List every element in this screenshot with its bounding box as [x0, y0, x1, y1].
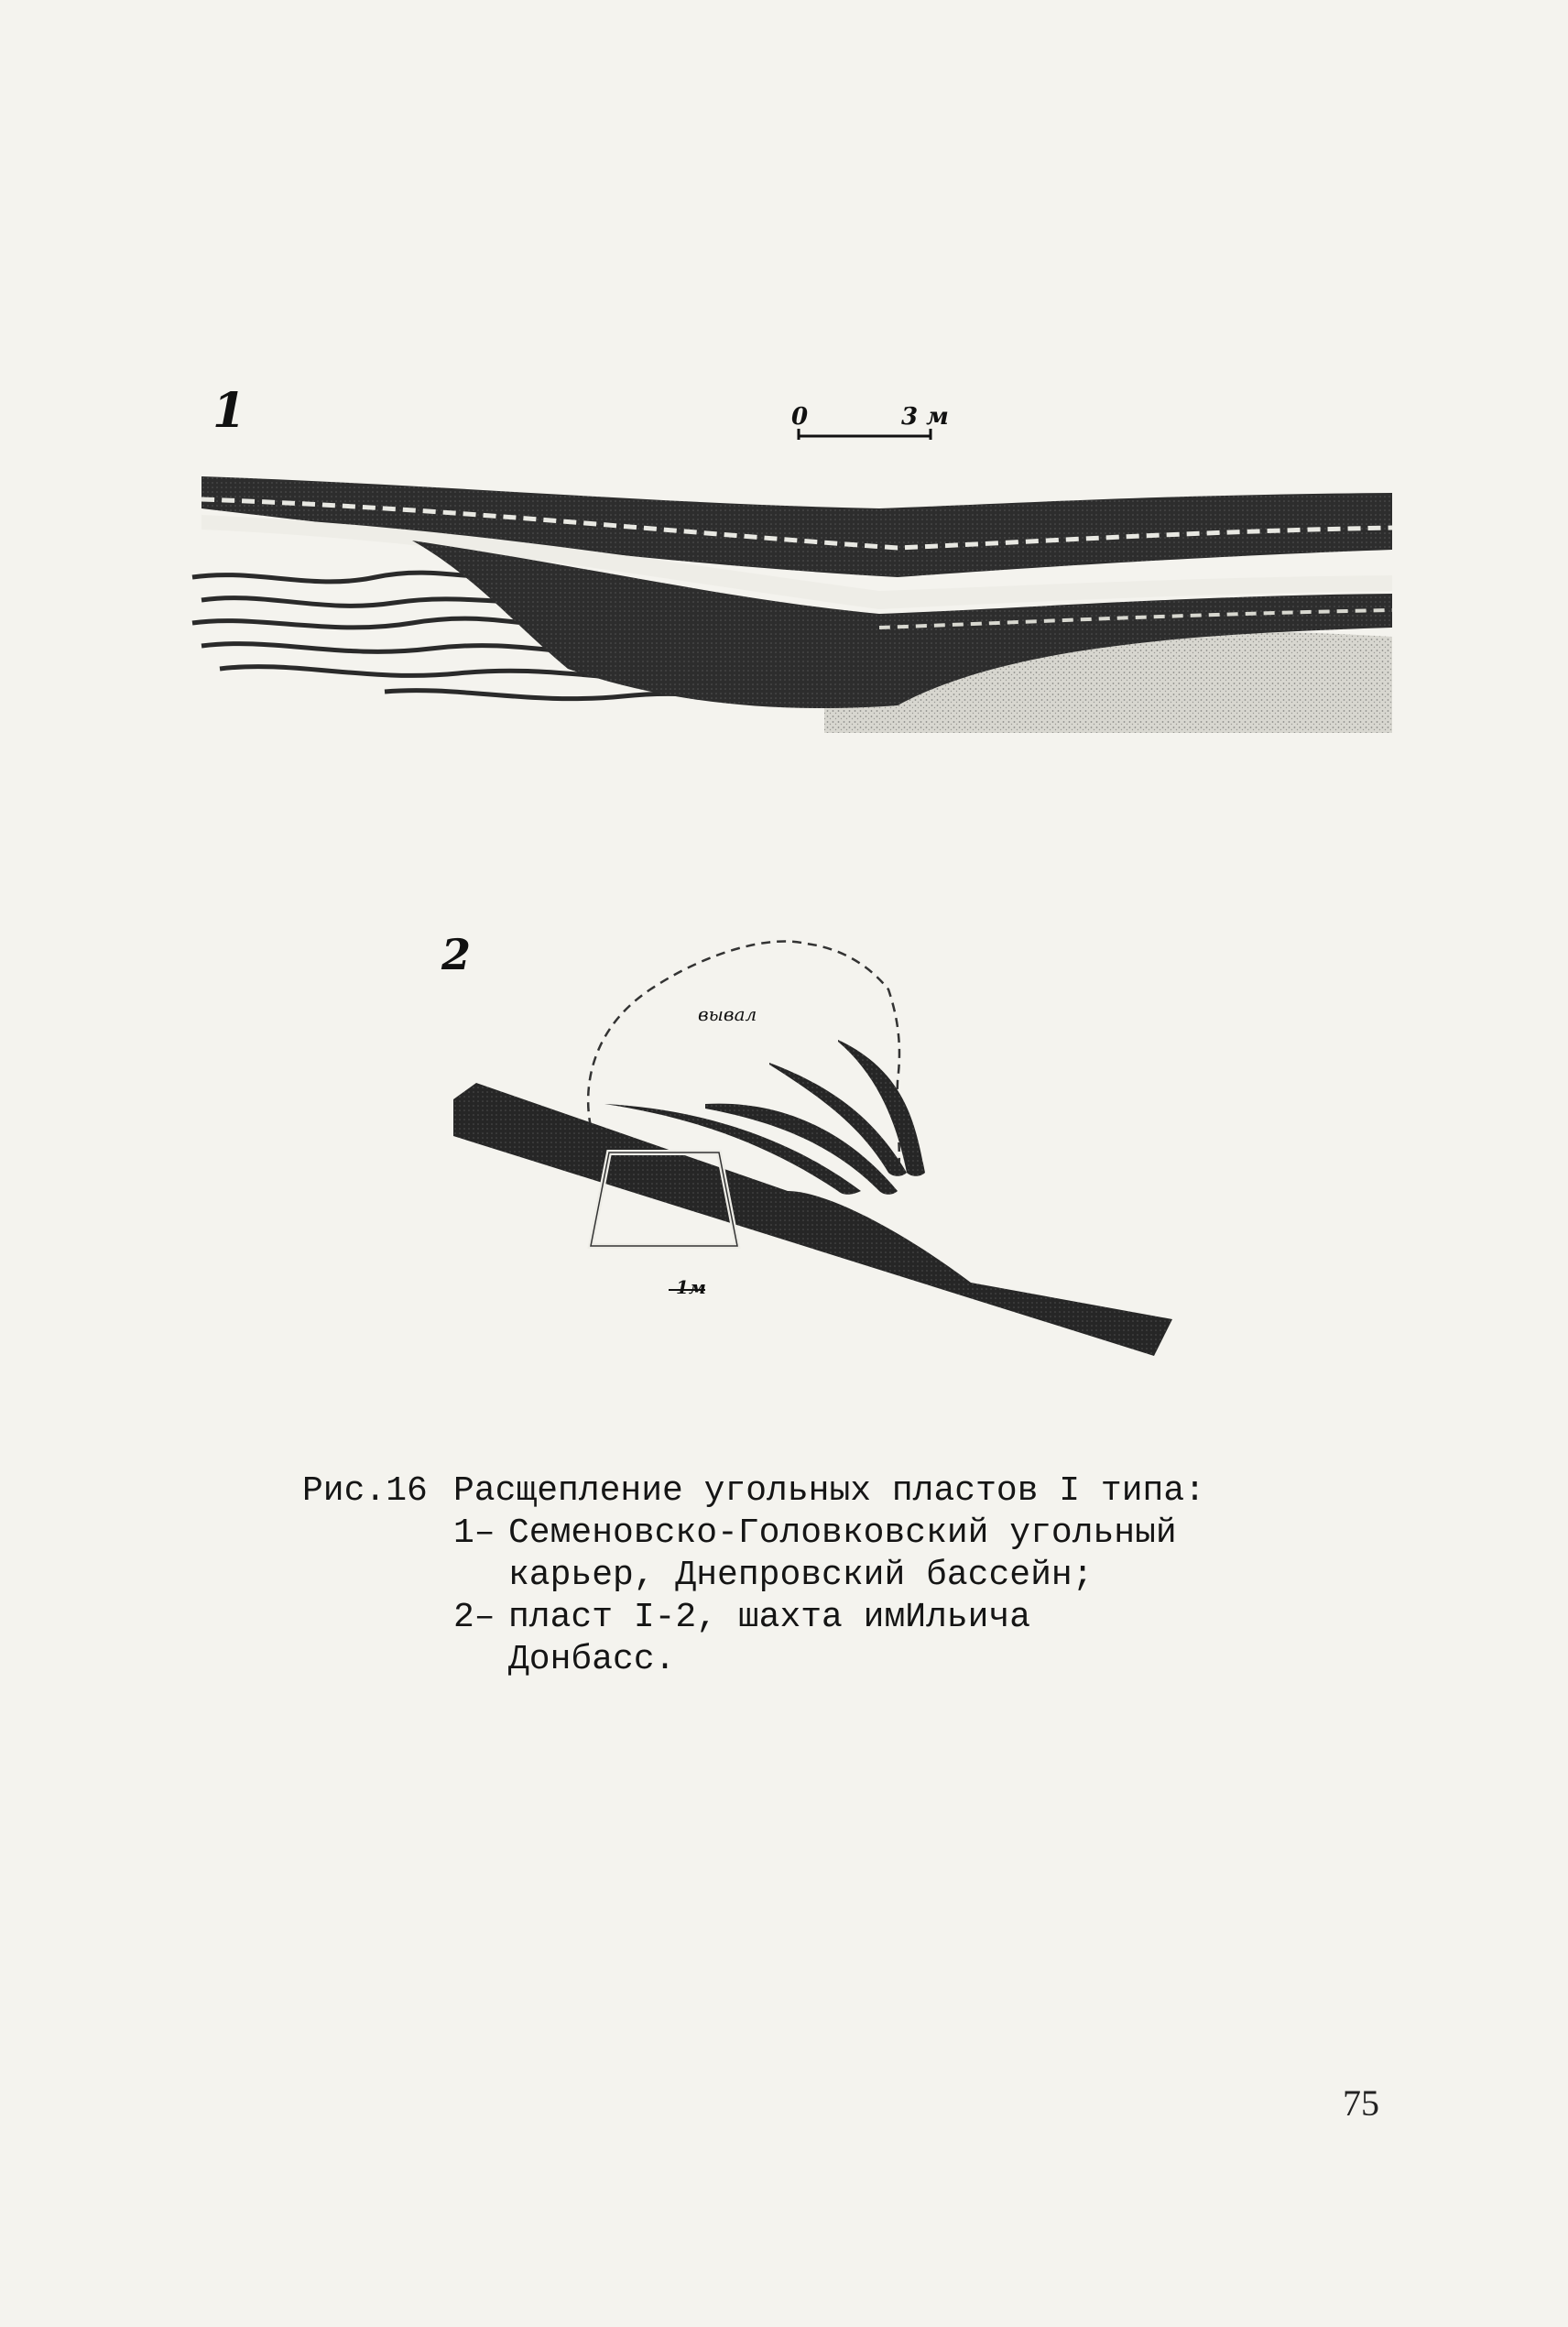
- scale-bar-zero-label: 0: [791, 403, 809, 431]
- main-coal-seam: [453, 1083, 1172, 1356]
- caption-item-line: Семеновско-Головковский угольный: [508, 1513, 1177, 1553]
- caption-item-line: карьер, Днепровский бассейн;: [508, 1556, 1094, 1595]
- caption-item-number: 1–: [453, 1513, 495, 1553]
- rockfall-label: вывал: [698, 1003, 757, 1025]
- caption-item-1: [453, 1513, 1205, 1597]
- caption-title: Расщепление угольных пластов I типа:: [453, 1471, 1205, 1511]
- upper-coal-seam: [201, 476, 1392, 577]
- figure-1-cross-section: [183, 440, 1401, 742]
- caption-item-line: пласт I-2, шахта имИльича: [508, 1598, 1031, 1637]
- caption-item-2: [453, 1597, 1205, 1681]
- caption-item-line: Донбасс.: [508, 1640, 676, 1679]
- caption-header: [302, 1470, 1205, 1513]
- figure-2-label: 2: [441, 930, 472, 979]
- figure-2-seam-split: [421, 916, 1200, 1393]
- figure-caption: [302, 1470, 1205, 1681]
- figure-2-scale-label: 1м: [676, 1276, 706, 1298]
- scale-bar-three-label: 3 м: [901, 403, 949, 431]
- figure-1-label: 1: [212, 383, 246, 439]
- page-number: 75: [1343, 2082, 1379, 2124]
- caption-figure-number: Рис.16: [302, 1471, 428, 1511]
- caption-item-number: 2–: [453, 1598, 495, 1637]
